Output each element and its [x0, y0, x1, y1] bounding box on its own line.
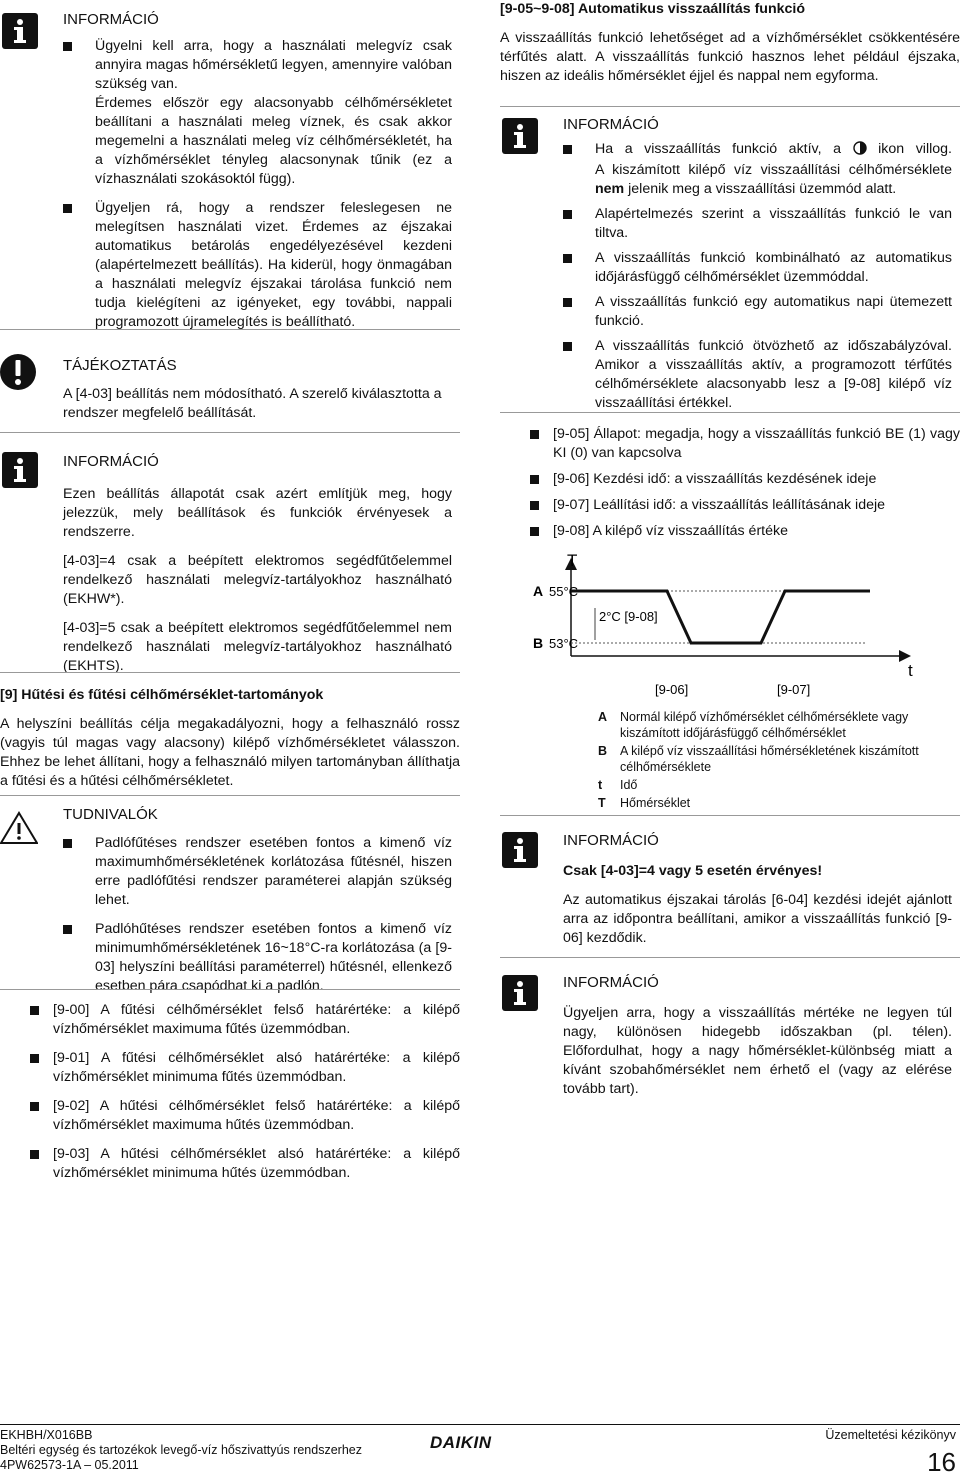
divider: [500, 957, 960, 958]
info-block-2: [63, 452, 452, 676]
bullet-text: Ügyelni kell arra, hogy a használati melegvíz csak annyira magas hőmérsékletű legyen, amennyire valóban szükség van.: [95, 38, 452, 92]
legend-item: [598, 777, 948, 793]
divider: [500, 412, 960, 413]
setting-text: [9-08] A kilépő víz visszaállítás értéke: [553, 523, 788, 539]
section-title: [9-05~9-08] Automatikus visszaállítás funkció: [500, 1, 806, 17]
y-axis-label: T: [567, 551, 578, 570]
setting-text: [9-03] A hűtési célhőmérséklet alsó határértéke: a kilépő vízhőmérséklet minimuma hűtés üzemmódban.: [53, 1146, 460, 1181]
footer-rule: [0, 1424, 960, 1425]
brand-name: DAIKIN: [430, 1433, 492, 1452]
info-icon: [502, 118, 538, 160]
model-number: EKHBH/X016BB: [0, 1428, 93, 1442]
info-heading: INFORMÁCIÓ: [563, 116, 659, 133]
bullet-text: [595, 140, 952, 161]
bullet-text: Padlóhűtéses rendszer esetében fontos a kimenő víz minimumhőmérsékletének 16~18°C-ra korlátozása (a [9-03] helyszíni beállítási paraméterrel) hűtésnél, ellenkező esetben pára csapódhat ki a padlón.: [95, 921, 452, 994]
value-a: 55°C: [549, 584, 579, 599]
list-item: [563, 337, 952, 413]
bullet-text-line: [595, 161, 952, 199]
bullet-text: Érdemes először egy alacsonyabb célhőmérsékletet beállítani a használati meleg víznek, és csak akkor megemelni a használati meleg víz célhőmérsékletét, ha a vízhőmérséklet tényleg alacsonynak tűnik (ez a vízhasználati szokásoktól függ).: [95, 95, 452, 187]
manual-title: Üzemeltetési kézikönyv: [825, 1428, 956, 1442]
list-item: [530, 470, 960, 489]
info-heading: INFORMÁCIÓ: [63, 11, 159, 28]
legend-text: Normál kilépő vízhőmérséklet célhőmérséklete vagy kiszámított időjárásfüggő célhőmérséklet: [620, 710, 909, 740]
list-item: [563, 205, 952, 243]
stop-time-label: [9-07]: [777, 682, 811, 697]
list-item: [63, 834, 452, 910]
setting-text: [9-05] Állapot: megadja, hogy a visszaállítás funkció BE (1) vagy KI (0) van kapcsolva: [553, 426, 960, 461]
divider: [500, 106, 960, 107]
info-paragraph: [4-03]=4 csak a beépített elektromos segédfűtőelemmel rendelkező használati melegvíz-tartályokhoz használható (EKHW*).: [63, 553, 452, 607]
notice-heading: TÁJÉKOZTATÁS: [63, 357, 177, 374]
start-time-label: [9-06]: [655, 682, 689, 697]
bullet-text: A kiszámított kilépő víz visszaállítási célhőmérséklete: [595, 162, 952, 178]
list-item: [563, 140, 952, 199]
divider: [0, 432, 460, 433]
x-axis-label: t: [908, 661, 913, 680]
section-9: [0, 686, 460, 791]
bullet-text: A visszaállítás funkció kombinálható az automatikus időjárásfüggő célhőmérséklet üzemmóddal.: [595, 250, 952, 285]
list-item: [30, 1097, 460, 1135]
list-item: [530, 425, 960, 463]
section-text: A visszaállítás funkció lehetőséget ad a vízhőmérséklet csökkentésére térfűtés alatt. A visszaállítás funkció hasznos lehet például éjszaka, hiszen az ideális hőmérséklet éjjel és nappal nem egyforma.: [500, 30, 960, 84]
divider: [0, 795, 460, 796]
setting-text: [9-02] A hűtési célhőmérséklet felső határértéke: a kilépő vízhőmérséklet maximuma hűtés üzemmódban.: [53, 1098, 460, 1133]
legend-item: [598, 709, 948, 741]
info-icon: [502, 832, 538, 874]
legend-key: t: [598, 778, 603, 792]
emphasis: nem: [595, 181, 625, 197]
bullet-text: Padlófűtéses rendszer esetében fontos a kimenő víz maximumhőmérsékletének korlátozása fűtésnél, hiszen erre padlófűtési rendszer paraméterei alapján szükség lehet.: [95, 835, 452, 908]
list-item: [30, 1049, 460, 1087]
product-description: Beltéri egység és tartozékok levegő-víz hőszivattyús rendszerhez: [0, 1443, 362, 1457]
divider: [0, 989, 460, 990]
setting-text: [9-06] Kezdési idő: a visszaállítás kezdésének ideje: [553, 471, 877, 487]
setting-text: [9-07] Leállítási idő: a visszaállítás leállításának ideje: [553, 497, 886, 513]
list-item: [63, 199, 452, 332]
bullet-text-start: Ha a visszaállítás funkció aktív, a: [595, 141, 841, 157]
list-item: [63, 37, 452, 189]
footer-right: [825, 1428, 956, 1477]
info-block-3: [563, 115, 952, 413]
info-emphasis: Csak [4-03]=4 vagy 5 esetén érvényes!: [563, 863, 823, 879]
info-icon: [2, 13, 38, 55]
legend-key: T: [598, 796, 606, 810]
section-text: A helyszíni beállítás célja megakadályozni, hogy a felhasználó rossz (vagyis túl magas vagy alacsony) kilépő vízhőmérsékletet válasszon. Ehhez be lehet állítani, hogy a felhasználó milyen tartományban állíthatja a fűtési és a hűtési célhőmérsékletet.: [0, 716, 460, 789]
legend-text: Hőmérséklet: [620, 796, 691, 810]
settings-list-9: [30, 1001, 460, 1183]
legend-text: Idő: [620, 778, 638, 792]
setting-text: [9-01] A fűtési célhőmérséklet alsó határértéke: a kilépő vízhőmérséklet minimuma fűtés üzemmódban.: [53, 1050, 460, 1085]
info-icon: [502, 975, 538, 1017]
footer-left: [0, 1428, 362, 1473]
setback-diagram: [525, 550, 960, 705]
divider: [0, 329, 460, 330]
list-item: [563, 249, 952, 287]
legend-text: A kilépő víz visszaállítási hőmérsékletének kiszámított célhőmérséklete: [620, 744, 919, 774]
setting-text: [9-00] A fűtési célhőmérséklet felső határértéke: a kilépő vízhőmérséklet maximuma fűtés üzemmódban.: [53, 1002, 460, 1037]
bullet-text: A visszaállítás funkció egy automatikus napi ütemezett funkció.: [595, 294, 952, 329]
bullet-text: A visszaállítás funkció ötvözhető az időszabályzóval. Amikor a visszaállítás aktív, a programozott térfűtés célhőmérséklete alacsonyabb lesz a [9-08] kilépő víz visszaállítási értékkel.: [595, 338, 952, 411]
info-paragraph: Ezen beállítás állapotát csak azért említjük meg, hogy jelezzük, mely beállítások és funkciók érvényesek a rendszerre.: [63, 486, 452, 540]
caution-heading: TUDNIVALÓK: [63, 806, 158, 823]
info-block-4: [563, 831, 952, 948]
document-code: 4PW62573-1A – 05.2011: [0, 1458, 139, 1472]
label-a: A: [533, 583, 544, 599]
info-paragraph: Ügyeljen arra, hogy a visszaállítás mértéke ne legyen túl nagy, különösen hidegebb időszakban (pl. télen). Előfordulhat, hogy a nagy hőmérséklet-különbség miatt a kívánt szobahőmérséklet nem érhető el (vagy az elérése tovább tart).: [563, 1005, 952, 1097]
legend-item: [598, 795, 948, 811]
page-number: 16: [927, 1447, 956, 1477]
settings-list-setback: [530, 425, 960, 541]
notice-text: A [4-03] beállítás nem módosítható. A szerelő kiválasztotta a rendszer megfelelő beállítását.: [63, 386, 442, 421]
info-heading: INFORMÁCIÓ: [563, 832, 659, 849]
info-block-5: [563, 973, 952, 1099]
delta-label: 2°C [9-08]: [599, 609, 658, 624]
info-block-1: [63, 10, 452, 332]
legend-item: [598, 743, 948, 775]
divider: [500, 815, 960, 816]
bullet-text: Alapértelmezés szerint a visszaállítás funkció le van tiltva.: [595, 206, 952, 241]
caution-block: [63, 805, 452, 996]
setback-section: [500, 0, 960, 86]
legend-key: B: [598, 744, 608, 758]
legend-key: A: [598, 710, 608, 724]
warning-icon: [0, 354, 36, 396]
info-paragraph: [4-03]=5 csak a beépített elektromos segédfűtőelemmel nem rendelkező használati melegvíz-tartályokhoz használható (EKHTS).: [63, 620, 452, 674]
caution-icon: [0, 811, 38, 851]
notice-block: [63, 356, 452, 423]
setback-icon: [853, 141, 867, 161]
label-b: B: [533, 635, 544, 651]
info-heading: INFORMÁCIÓ: [63, 453, 159, 470]
bullet-text: Ügyeljen rá, hogy a rendszer feleslegesen ne melegítsen használati vizet. Érdemes az éjszakai automatikus betárolás engedélyezésével kezdeni (alapértelmezett beállítás). Ha kiderül, hogy önmagában a használati melegvíz éjszakai tárolása funkció nem tudja kielégíteni az igényeket, egy további, nappali programozott újramelegítés is beállítható.: [95, 200, 452, 330]
list-item: [63, 920, 452, 996]
diagram-legend: [598, 709, 948, 811]
list-item: [563, 293, 952, 331]
list-item: [530, 522, 960, 541]
bullet-text: jelenik meg a visszaállítási üzemmód alatt.: [628, 181, 897, 197]
divider: [0, 672, 460, 673]
list-item: [30, 1145, 460, 1183]
section-title: [9] Hűtési és fűtési célhőmérséklet-tartományok: [0, 687, 324, 703]
list-item: [530, 496, 960, 515]
daikin-logo: [430, 1433, 520, 1453]
info-icon: [2, 452, 38, 494]
value-b: 53°C: [549, 636, 579, 651]
bullet-text-end: ikon villog.: [878, 141, 952, 157]
info-paragraph: Az automatikus éjszakai tárolás [6-04] kezdési idejét ajánlott arra az időpontra beállítani, amikor a visszaállítás funkció [9-06] kezdődik.: [563, 892, 952, 946]
list-item: [30, 1001, 460, 1039]
info-heading: INFORMÁCIÓ: [563, 974, 659, 991]
